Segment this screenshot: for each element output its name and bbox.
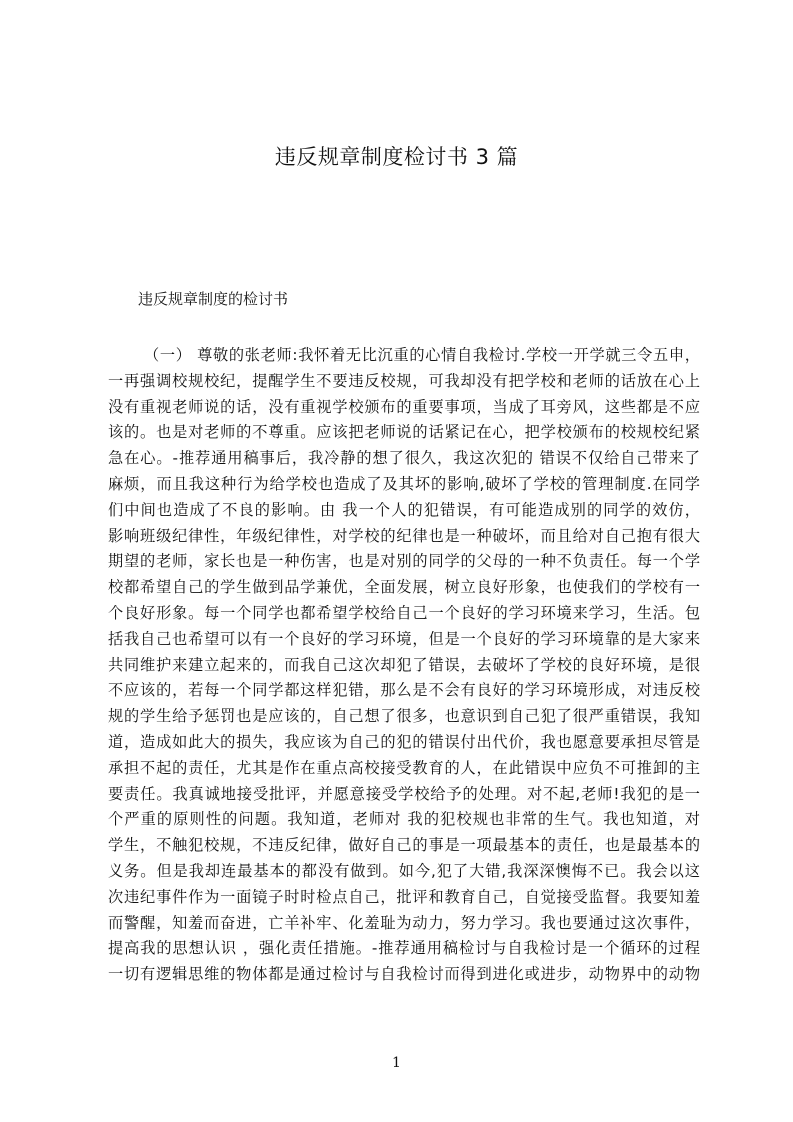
paragraph-line: 规的学生给予惩罚也是应该的，自己想了很多，也意识到自己犯了很严重错误，我知	[108, 707, 700, 726]
paragraph-line: 没有重视老师说的话，没有重视学校颁布的重要事项，当成了耳旁风，这些都是不应	[108, 397, 700, 416]
document-title: 违反规章制度检讨书 3 篇	[274, 145, 519, 169]
paragraph-line: 校都希望自己的学生做到品学兼优，全面发展，树立良好形象，也使我们的学校有一	[108, 578, 700, 597]
paragraph-line: 道，造成如此大的损失，我应该为自己的犯的错误付出代价，我也愿意要承担尽管是	[108, 732, 700, 751]
paragraph-line: 学生，不触犯校规，不违反纪律，做好自己的事是一项最基本的责任，也是最基本的	[108, 836, 700, 855]
paragraph-line: 一切有逻辑思维的物体都是通过检讨与自我检讨而得到进化或进步，动物界中的动物	[108, 965, 700, 984]
body-paragraph	[108, 343, 700, 988]
paragraph-line: 个严重的原则性的问题。我知道，老师对 我的犯校规也非常的生气。我也知道，对	[108, 810, 700, 829]
paragraph-line: 个良好形象。每一个同学也都希望学校给自己一个良好的学习环境来学习，生活。包	[108, 603, 700, 622]
paragraph-line: 麻烦，而且我这种行为给学校也造成了及其坏的影响,破坏了学校的管理制度.在同学	[108, 474, 700, 493]
paragraph-line: 急在心。-推荐通用稿事后，我冷静的想了很久，我这次犯的 错误不仅给自己带来了	[108, 449, 700, 468]
paragraph-line: 影响班级纪律性，年级纪律性，对学校的纪律也是一种破坏，而且给对自己抱有很大	[108, 526, 700, 545]
paragraph-line: 不应该的，若每一个同学都这样犯错，那么是不会有良好的学习环境形成，对违反校	[108, 681, 700, 700]
paragraph-line: 括我自己也希望可以有一个良好的学习环境，但是一个良好的学习环境靠的是大家来	[108, 629, 700, 648]
paragraph-line: 要责任。我真诚地接受批评，并愿意接受学校给予的处理。对不起,老师!我犯的是一	[108, 784, 700, 803]
paragraph-line: 而警醒，知羞而奋进，亡羊补牢、化羞耻为动力，努力学习。我也要通过这次事件，	[108, 913, 700, 932]
paragraph-line: 共同维护来建立起来的，而我自己这次却犯了错误，去破坏了学校的良好环境，是很	[108, 655, 700, 674]
section-heading: 违反规章制度的检讨书	[138, 290, 289, 308]
paragraph-line: 一再强调校规校纪，提醒学生不要违反校规，可我却没有把学校和老师的话放在心上	[108, 371, 700, 390]
page-number: 1	[392, 1055, 401, 1071]
paragraph-line: （一） 尊敬的张老师:我怀着无比沉重的心情自我检讨.学校一开学就三令五申，	[144, 346, 700, 364]
paragraph-line: 义务。但是我却连最基本的都没有做到。如今,犯了大错,我深深懊悔不已。我会以这	[108, 861, 700, 880]
paragraph-line: 承担不起的责任，尤其是作在重点高校接受教育的人，在此错误中应负不可推卸的主	[108, 758, 700, 777]
paragraph-line: 次违纪事件作为一面镜子时时检点自己，批评和教育自己，自觉接受监督。我要知羞	[108, 887, 700, 906]
paragraph-line: 提高我的思想认识 ，强化责任措施。-推荐通用稿检讨与自我检讨是一个循环的过程	[108, 939, 700, 958]
paragraph-line: 期望的老师，家长也是一种伤害，也是对别的同学的父母的一种不负责任。每一个学	[108, 552, 700, 571]
paragraph-line: 们中间也造成了不良的影响。由 我一个人的犯错误，有可能造成别的同学的效仿，	[108, 500, 700, 519]
paragraph-line: 该的。也是对老师的不尊重。应该把老师说的话紧记在心，把学校颁布的校规校纪紧	[108, 423, 700, 442]
